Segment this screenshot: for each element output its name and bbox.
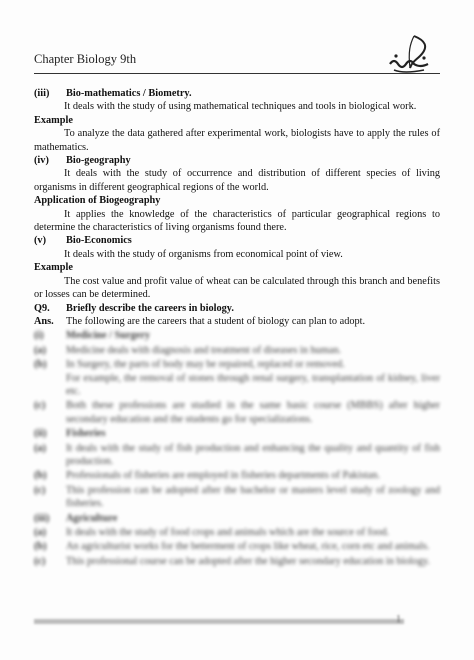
blurred-title: Medicine / Surgery [66, 330, 151, 342]
blurred-number: (b) [34, 541, 47, 553]
application-label: Application of Biogeography [34, 195, 161, 207]
section-v-heading [34, 234, 440, 247]
blurred-text: This profession can be adopted after the bachelor or masters level study of zoology and fisheries. [66, 484, 440, 510]
section-title: Bio-mathematics / Biometry. [66, 88, 192, 99]
blurred-number: (a) [34, 527, 47, 538]
blurred-text: In Surgery, the parts of body may be repaired, replaced or removed. [66, 359, 345, 371]
section-text: It deals with the study of organisms from economical point of view. [64, 248, 343, 260]
document-body [34, 87, 440, 568]
blurred-number: (c) [34, 400, 46, 412]
answer-line [34, 315, 440, 328]
blurred-number: (b) [34, 359, 47, 371]
blurred-number: (ii) [34, 428, 47, 440]
blurred-title: Agriculture [66, 512, 118, 524]
example-text: The cost value and profit value of wheat can be calculated through this branch and benefits or losses can be determined. [34, 275, 440, 301]
section-iii-heading [34, 87, 440, 100]
section-iv-heading [34, 154, 440, 167]
header-rule [34, 73, 440, 74]
section-text: It deals with the study of occurrence and distribution of different species of living organisms in different geographical regions of the world. [34, 168, 440, 193]
blurred-text: Professionals of fisheries are employed in fisheries departments of Pakistan. [66, 470, 380, 482]
footer-rule [34, 619, 404, 624]
blurred-text: An agriculturist works for the betterment of crops like wheat, rice, corn etc and animals. [66, 541, 430, 553]
blurred-number: (b) [34, 470, 47, 482]
blurred-number: (i) [34, 330, 44, 342]
section-title: Bio-geography [66, 155, 131, 167]
example-label: Example [34, 262, 73, 274]
blurred-text: For example, the removal of stones through renal surgery, transplantation of kidney, liver etc. [66, 372, 440, 397]
blurred-text: It deals with the study of fish production and enhancing the quality and quantity of fish production. [66, 442, 440, 467]
blurred-number: (a) [34, 442, 47, 454]
blurred-text: This professional course can be adopted after the higher secondary education in biology. [66, 555, 430, 567]
blurred-number: (iii) [34, 512, 50, 524]
section-number: (iv) [34, 155, 49, 167]
section-number: (v) [34, 235, 47, 247]
answer-text: The following are the careers that a student of biology can plan to adopt. [66, 315, 366, 327]
chapter-header: Chapter Biology 9th [34, 52, 137, 66]
section-title: Bio-Economics [66, 235, 132, 247]
blurred-text: Both these professions are studied in the same basic course (MBBS) after higher secondary education and the students go for specializations. [66, 400, 440, 425]
section-text: It deals with the study of using mathematical techniques and tools in biological work. [64, 101, 417, 113]
blurred-text: It deals with the study of food crops and animals which are the source of food. [66, 527, 390, 538]
question-text: Briefly describe the careers in biology. [66, 302, 234, 314]
blurred-number: (a) [34, 344, 47, 356]
blurred-number: (c) [34, 555, 46, 567]
section-number: (iii) [34, 88, 50, 99]
question-heading [34, 302, 440, 315]
example-label: Example [34, 114, 73, 126]
blurred-preview [34, 329, 440, 568]
example-text: To analyze the data gathered after experimental work, biologists have to apply the rules of mathematics. [34, 128, 440, 153]
quill-logo-icon [384, 34, 438, 76]
blurred-title: Fisheries [66, 428, 106, 440]
application-text: It applies the knowledge of the characteristics of particular geographical regions to determine the characteristics of living organisms found there. [34, 208, 440, 234]
page-number: 1 [396, 614, 401, 625]
blurred-text: Medicine deals with diagnosis and treatment of diseases in human. [66, 344, 342, 356]
question-number: Q9. [34, 302, 50, 314]
answer-label: Ans. [34, 315, 54, 327]
blurred-number: (c) [34, 484, 46, 496]
